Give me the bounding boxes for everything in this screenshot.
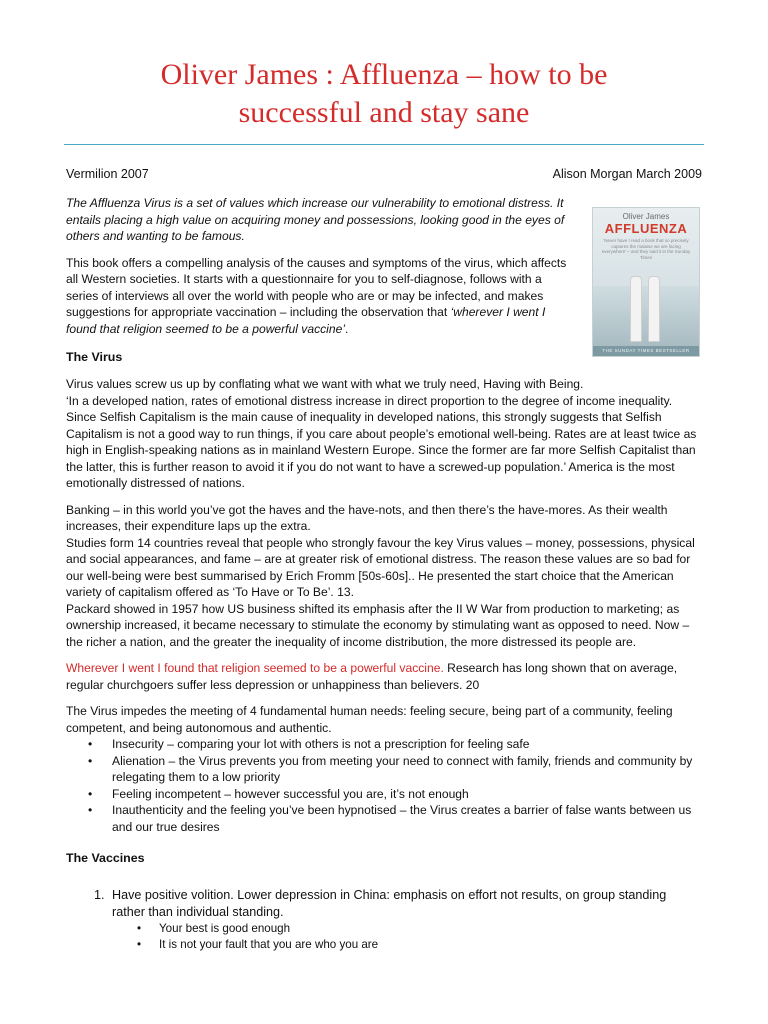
intro-quote: ‘wherever I went I found that religion seemed to be a powerful vaccine’ [66,305,546,336]
title-divider [64,144,704,145]
virus-paragraph-4: Studies form 14 countries reveal that people who strongly favour the key Virus values – money, possessions, physical and social appearances, and fame – are at greater risk of emotional distress. The reason these values are so bad for our well-being were best summarised by Erich Fromm [50s-60s].. He presented the start choice that the American variety of capitalism offered as ‘To Have or To Be’. 13. [66,535,695,599]
needs-intro: The Virus impedes the meeting of 4 fundamental human needs: feeling secure, being part of a community, feeling competent, and being autonomous and authentic. [66,704,673,735]
cover-author: Oliver James [622,212,670,221]
intro-paragraph-end: . [345,321,349,336]
intro-italic: The Affluenza Virus is a set of values which increase our vulnerability to emotional distress. It entails placing a high value on acquiring money and possessions, looking good in the eyes of others and wanting to be famous. [66,196,565,243]
title-line-1: Oliver James : Affluenza – how to be [160,58,608,91]
virus-paragraph-1: Virus values screw us up by conflating what we want with what we truly need, Having with Being. [66,377,584,391]
title-line-2: successful and stay sane [238,96,530,129]
cover-figure-right [648,276,660,342]
list-item-incompetent: • Feeling incompetent – however successful you are, it’s not enough [112,786,702,803]
list-item-inauthenticity: • Inauthenticity and the feeling you’ve been hypnotised – the Virus creates a barrier of false wants between us and our true desires [112,802,702,835]
cover-blurb: 'Never have I read a book that so precisely captures the malaise we are facing everywhere' – and they said it in the Sunday Times [601,238,691,260]
intro-paragraph-text: This book offers a compelling analysis of the causes and symptoms of the virus, which affects all Western societies. It starts with a questionnaire for you to self-diagnose, follows with a series of interviews all over the world with people who are or may be infected, and makes suggestions for appropriate vaccination – including the observation that [66,255,567,319]
virus-paragraph-3: Banking – in this world you’ve got the haves and the have-nots, and then there’s the have-mores. As their wealth increases, their expenditure laps up the extra. [66,502,668,533]
virus-paragraph-5: Packard showed in 1957 how US business shifted its emphasis after the II W War from production to marketing; as ownership increased, it became necessary to stimulate the economy by stimulating want as opposed to need. Now – the richer a nation, and the greater the inequality of income distribution, the more distressed its people are. [66,601,690,649]
cover-title: AFFLUENZA [604,221,688,236]
sub-item-best: • Your best is good enough [159,921,702,937]
vaccine-text: Have positive volition. Lower depression in China: emphasis on effort not results, on group standing rather than individual standing. [112,888,667,919]
intro-paragraph [66,255,574,338]
vaccine-number: 1. [94,888,105,902]
list-item-alienation: • Alienation – the Virus prevents you from meeting your need to connect with family, friends and community by relegating them to a low priority [112,753,702,786]
section-heading-vaccines: The Vaccines [66,851,145,865]
vaccine-item [94,887,702,953]
reviewer: Alison Morgan March 2009 [552,167,702,181]
religion-quote: Wherever I went I found that religion seemed to be a powerful vaccine. [66,661,444,675]
book-cover-image [592,207,700,357]
section-heading-virus: The Virus [66,350,123,364]
list-item-insecurity: • Insecurity – comparing your lot with others is not a prescription for feeling safe [112,736,702,753]
religion-paragraph [66,660,702,693]
intro-section [66,195,702,353]
sub-item-fault: • It is not your fault that you are who you are [159,937,702,953]
cover-figure-left [630,276,642,342]
cover-banner: THE SUNDAY TIMES BESTSELLER [593,346,699,356]
needs-list [66,736,702,835]
virus-paragraph-2: ‘In a developed nation, rates of emotional distress increase in direct proportion to the degree of income inequality. Since Selfish Capitalism is the main cause of inequality in developed nations, this strongly suggests that Selfish Capitalism is not a good way to run things, if you care about people’s emotional well-being. Rates are at least twice as high in English-speaking nations as in mainland Western Europe. Since the former are far more Selfish Capitalist than the latter, this is further reason to avoid it if you do not want to have a screwed-up population.’ America is the most emotionally distressed of nations. [66,393,697,490]
cover-room-graphic [593,286,699,346]
religion-text: Research has long shown that on average, regular churchgoers suffer less depression or unhappiness than believers. 20 [66,661,678,692]
publisher: Vermilion 2007 [66,167,149,181]
meta-row [66,167,702,181]
page-title [66,0,702,132]
intro-text [66,195,574,337]
vaccine-sublist [112,921,702,953]
vaccines-list [66,887,702,953]
